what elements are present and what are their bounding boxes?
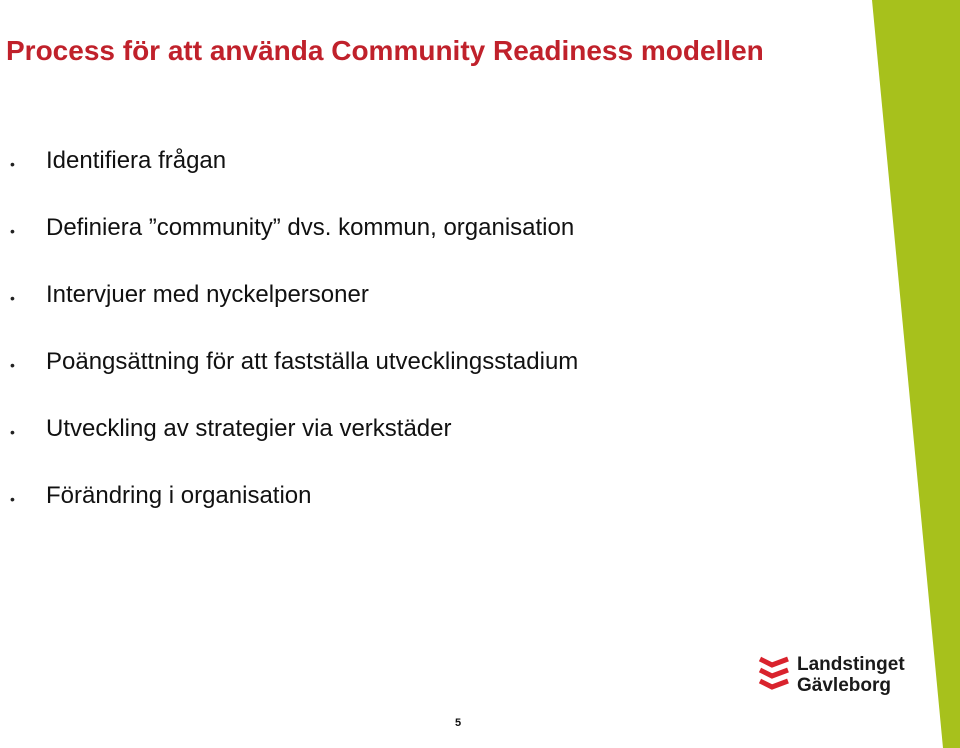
slide-title: Process för att använda Community Readiness modellen xyxy=(6,35,764,66)
landstinget-chevron-logo-icon xyxy=(758,656,792,696)
bullet-dot-icon: • xyxy=(10,424,15,440)
bullet-dot-icon: • xyxy=(10,223,15,239)
bullet-text: Poängsättning för att fastställa utvecklingsstadium xyxy=(46,348,579,375)
bullet-dot-icon: • xyxy=(10,156,15,172)
bullet-text: Identifiera frågan xyxy=(46,147,227,174)
bullet-dot-icon: • xyxy=(10,491,15,507)
logo-line-2: Gävleborg xyxy=(797,675,891,696)
bullet-dot-icon: • xyxy=(10,290,15,306)
bullet-text: Förändring i organisation xyxy=(46,482,312,509)
bullet-text: Definiera ”community” dvs. kommun, organisation xyxy=(46,214,575,241)
accent-band xyxy=(870,0,960,748)
bullet-text: Intervjuer med nyckelpersoner xyxy=(46,281,369,308)
logo-line-1: Landstinget xyxy=(797,654,905,675)
bullet-dot-icon: • xyxy=(10,357,15,373)
logo-wordmark xyxy=(797,654,905,696)
page-number: 5 xyxy=(455,717,462,729)
bullet-text: Utveckling av strategier via verkstäder xyxy=(46,415,452,442)
